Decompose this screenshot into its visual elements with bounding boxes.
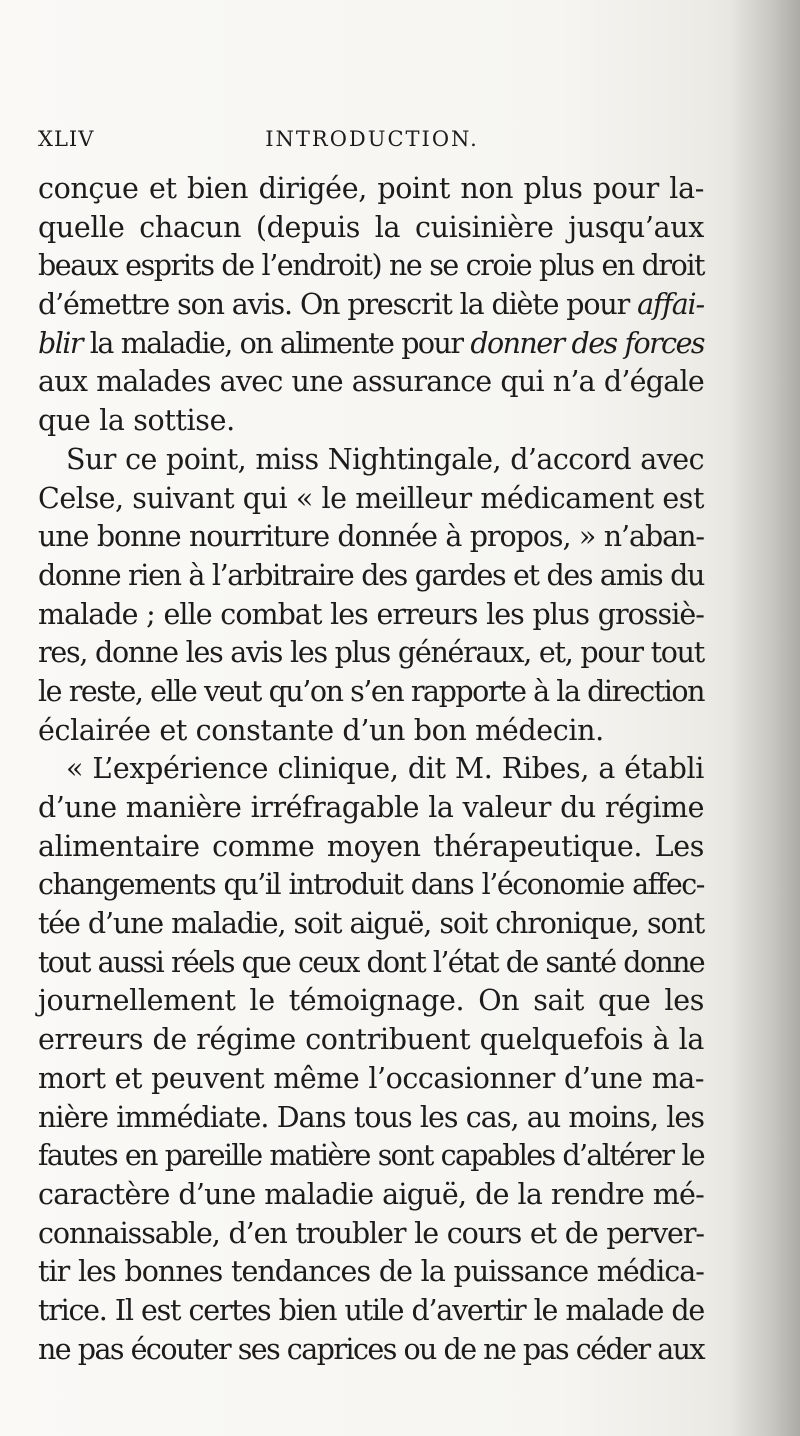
italic-segment: blir [38,326,82,360]
text-line: le reste, elle veut qu’on s’en rapporte à la direction [38,674,704,708]
italic-segment: affai- [637,288,704,322]
text-line: d’une manière irréfragable la valeur du régime [38,791,704,824]
text-line: tir les bonnes tendances de la puissance médica- [38,1255,704,1289]
text-line: changements qu’il introduit dans l’économie affec- [38,868,704,902]
italic-segment: donner des forces [470,326,704,360]
text-line: fautes en pareille matière sont capables d’altérer le [38,1139,704,1173]
text-line: Sur ce point, miss Nightingale, d’accord avec [66,442,704,476]
running-head [38,127,706,157]
text-line: éclairée et constante d’un bon médecin. [38,713,604,747]
text-line: malade ; elle combat les erreurs les plus grossiè- [38,597,704,631]
text-line: journellement le témoignage. On sait que les [38,984,704,1018]
text-line: tée d’une maladie, soit aiguë, soit chronique, sont [38,907,704,941]
text-line: trice. Il est certes bien utile d’avertir le malade de [38,1293,704,1327]
text-line: donne rien à l’arbitraire des gardes et des amis du [38,558,704,592]
text-line: nière immédiate. Dans tous les cas, au moins, les [38,1100,704,1134]
text-line: aux malades avec une assurance qui n’a d’égale [38,365,704,399]
text-line: caractère d’une maladie aiguë, de la rendre mé- [38,1177,704,1211]
text-line: Celse, suivant qui « le meilleur médicament est [38,481,704,515]
body-text [38,170,704,1369]
text-line: quelle chacun (depuis la cuisinière jusqu’aux [38,210,704,244]
text-line: une bonne nourriture donnée à propos, » n’aban- [38,520,704,554]
text-segment: la maladie, on alimente pour [81,326,471,360]
page-gutter-shadow [730,0,800,1436]
text-line: ne pas écouter ses caprices ou de ne pas céder aux [38,1332,704,1366]
text-line: que la sottise. [38,404,235,438]
text-line [38,286,704,325]
text-line: alimentaire comme moyen thérapeutique. Les [38,829,704,863]
text-line: « L’expérience clinique, dit M. Ribes, a établi [66,752,704,786]
text-line: connaissable, d’en troubler le cours et de perver- [38,1216,704,1250]
page-number: XLIV [38,127,95,151]
text-line: conçue et bien dirigée, point non plus pour la- [38,172,704,205]
text-line: mort et peuvent même l’occasionner d’une ma- [38,1061,704,1095]
text-line: erreurs de régime contribuent quelquefois à la [38,1023,704,1057]
text-segment: d’émettre son avis. On prescrit la diète pour [38,288,638,322]
text-line: beaux esprits de l’endroit) ne se croie plus en droit [38,249,704,283]
text-line [38,325,704,364]
text-line: res, donne les avis les plus généraux, et, pour tout [38,636,704,670]
running-title: INTRODUCTION. [265,127,479,151]
text-line: tout aussi réels que ceux dont l’état de santé donne [38,945,704,979]
